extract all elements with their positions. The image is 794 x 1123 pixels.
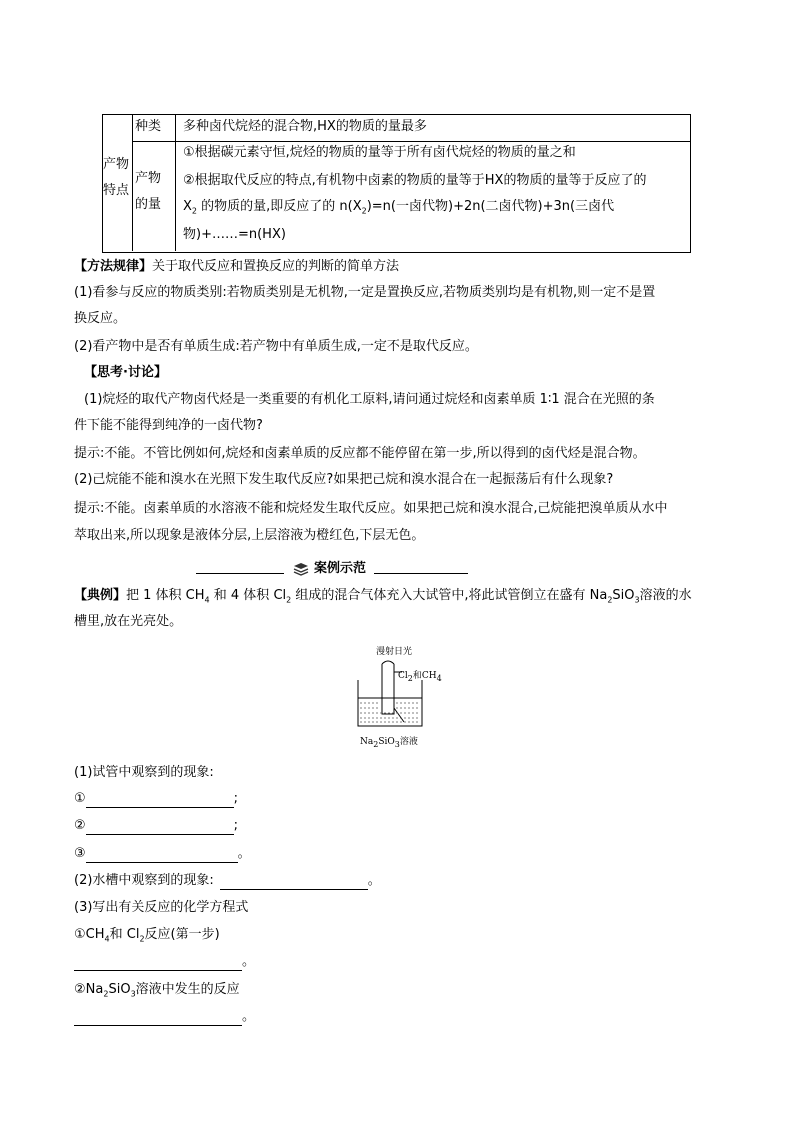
discussion-answer-2-cont: 萃取出来,所以现象是液体分层,上层溶液为橙红色,下层无色。	[74, 528, 425, 543]
table-divider-v1	[132, 115, 133, 251]
question-3-2: $②Na_2SiO_3$溶液中发生的反应	[74, 982, 240, 999]
book-icon	[293, 562, 309, 576]
method-point-1-cont: 换反应。	[74, 311, 127, 326]
row-content-amount-line1: ①根据碳元素守恒,烷烃的物质的量等于所有卤代烷烃的物质的量之和	[183, 145, 576, 160]
solution-label: $Na_2SiO_3$溶液	[360, 737, 418, 749]
discussion-answer-1: 提示:不能。不管比例如何,烷烃和卤素单质的反应都不能停留在第一步,所以得到的卤代烃是混合物。	[74, 446, 646, 461]
case-section-label: 案例示范	[314, 561, 367, 576]
answer-blank-4[interactable]	[220, 875, 368, 890]
title-rule-left	[196, 573, 284, 574]
light-label: 漫射日光	[376, 647, 413, 657]
product-characteristics-table	[102, 114, 691, 253]
test-tube-trough-icon	[356, 658, 426, 728]
answer-line-5: 。	[74, 953, 255, 971]
title-rule-right	[374, 573, 468, 574]
discussion-question-1-cont: 件下能不能得到纯净的一卤代物?	[74, 418, 263, 433]
discussion-answer-2: 提示:不能。卤素单质的水溶液不能和烷烃发生取代反应。如果把己烷和溴水混合,己烷能把溴单质从水中	[74, 501, 668, 516]
answer-blank-5[interactable]	[74, 956, 242, 971]
answer-line-2: ② ;	[74, 818, 239, 833]
answer-blank-3[interactable]	[86, 848, 238, 863]
row-label-amount: 产物 的量	[135, 171, 162, 212]
question-2: (2)水槽中观察到的现象: 。	[74, 873, 381, 888]
row-content-type: 多种卤代烷烃的混合物,HX的物质的量最多	[183, 119, 427, 134]
row-content-amount-line2: ②根据取代反应的特点,有机物中卤素的物质的量等于HX的物质的量等于反应了的	[183, 173, 647, 188]
table-divider-h1	[132, 141, 690, 142]
case-section-title	[196, 560, 468, 578]
table-divider-v2	[175, 115, 176, 251]
row-content-amount-line3: $X_2$ 的物质的量,即反应了的 $n(X_2)=n$(一卤代物)+2n(二卤代物)+3n(三卤代	[183, 199, 615, 216]
example-line-2: 槽里,放在光亮处。	[74, 614, 183, 629]
example-line-1: 【典例】把 1 体积 $CH_4$ 和 4 体积 $Cl_2$ 组成的混合气体充入大试管中,将此试管倒立在盛有 $Na_2SiO_3$溶液的水	[74, 588, 692, 605]
gas-label: $Cl_2$和$CH_4$	[398, 671, 442, 683]
discussion-heading: 【思考·讨论】	[84, 365, 167, 380]
method-heading: 【方法规律】关于取代反应和置换反应的判断的简单方法	[74, 259, 400, 274]
apparatus-figure	[340, 640, 470, 750]
method-point-1: (1)看参与反应的物质类别:若物质类别是无机物,一定是置换反应,若物质类别均是有机物,则一定不是置	[74, 285, 656, 300]
discussion-question-2: (2)己烷能不能和溴水在光照下发生取代反应?如果把己烷和溴水混合在一起振荡后有什么现象?	[74, 472, 614, 487]
table-group-label: 产物 特点	[103, 157, 130, 198]
question-3: (3)写出有关反应的化学方程式	[74, 900, 249, 915]
discussion-question-1: (1)烷烃的取代产物卤代烃是一类重要的有机化工原料,请问通过烷烃和卤素单质 1∶1 混合在光照的条	[84, 392, 655, 407]
question-3-1: $①CH_4$和 $Cl_2$反应(第一步)	[74, 927, 220, 944]
method-point-2: (2)看产物中是否有单质生成:若产物中有单质生成,一定不是取代反应。	[74, 339, 478, 354]
answer-blank-1[interactable]	[86, 793, 234, 808]
answer-blank-6[interactable]	[74, 1011, 242, 1026]
answer-blank-2[interactable]	[86, 820, 234, 835]
question-1: (1)试管中观察到的现象:	[74, 765, 214, 780]
row-label-type: 种类	[135, 119, 162, 134]
answer-line-3: ③ 。	[74, 846, 251, 861]
answer-line-1: ① ;	[74, 791, 239, 806]
answer-line-6: 。	[74, 1008, 255, 1026]
row-content-amount-line4: 物)+……=n(HX)	[183, 227, 286, 242]
